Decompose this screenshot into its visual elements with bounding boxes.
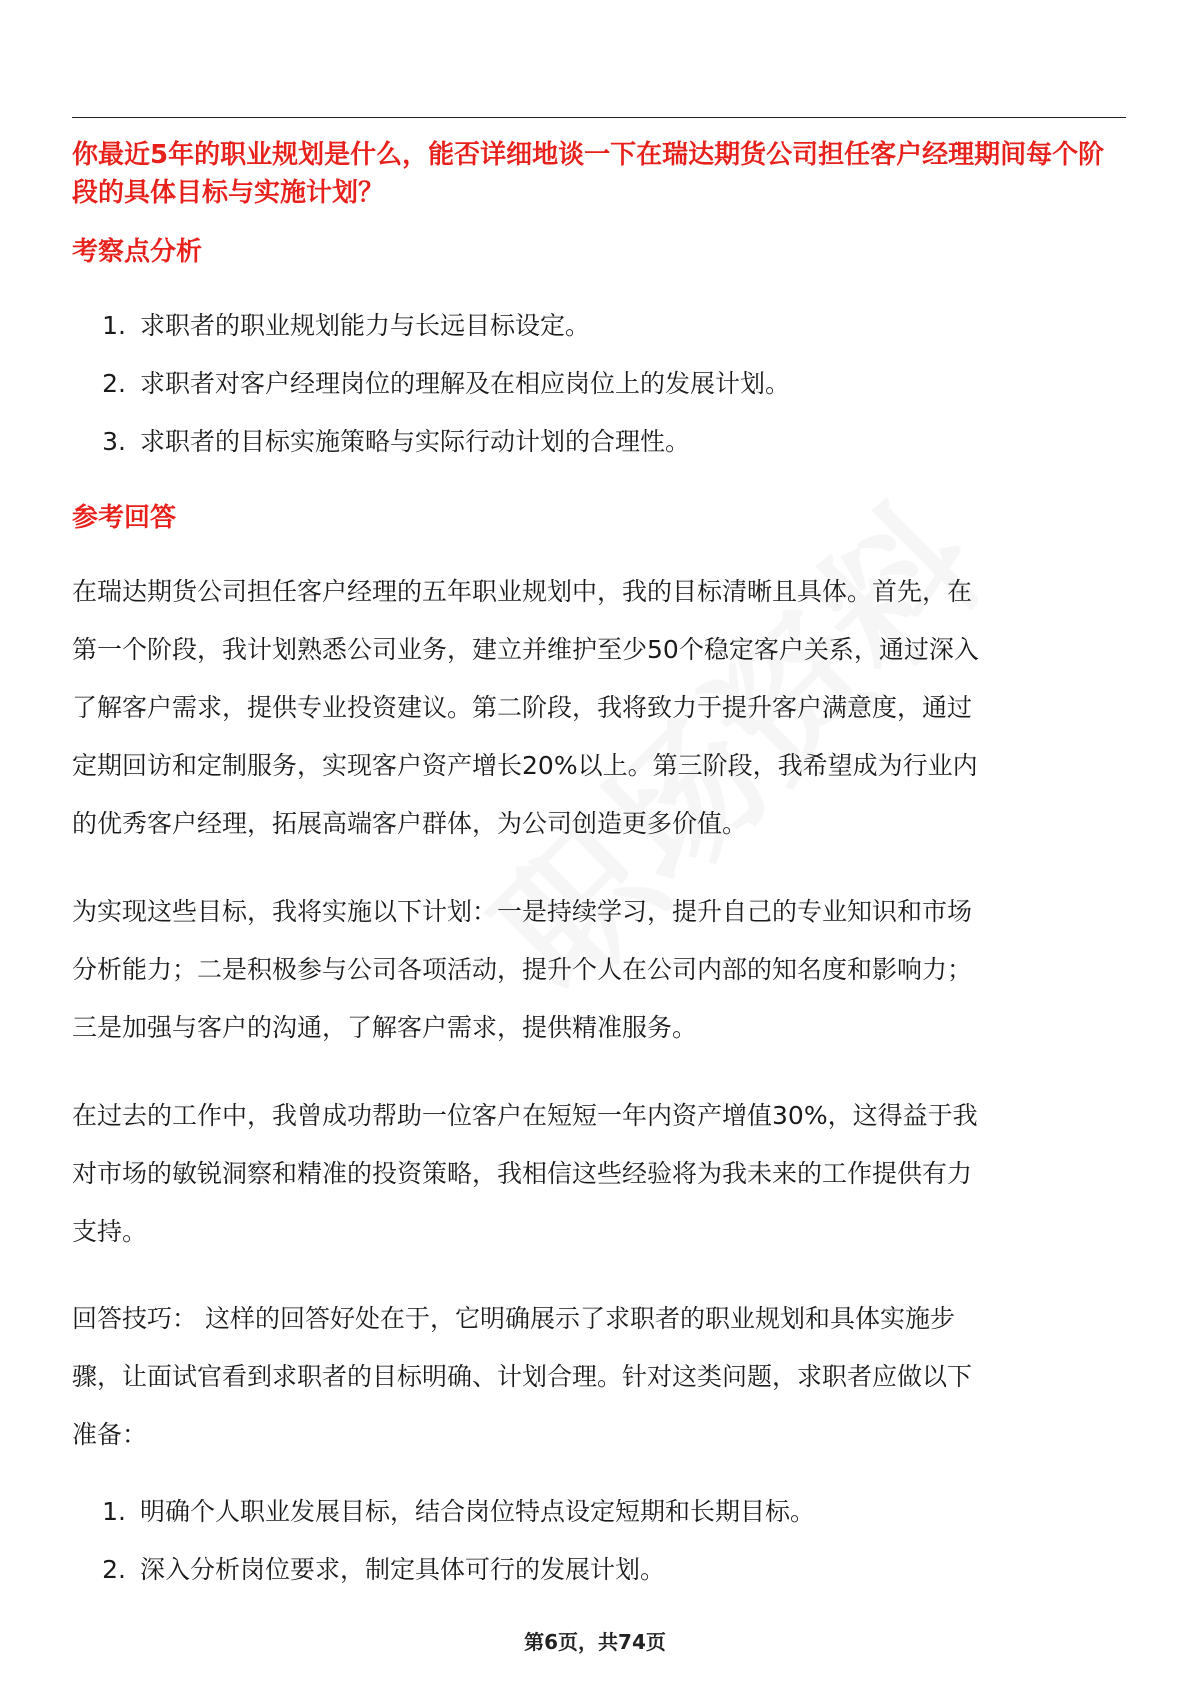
answer-title: 参考回答 <box>72 503 177 533</box>
list-item: 2. 深入分析岗位要求，制定具体可行的发展计划。 <box>102 1555 666 1584</box>
answer-tips-paragraph: 回答技巧： 这样的回答好处在于，它明确展示了求职者的职业规划和具体实施步 骤，让面试官看到求职者的目标明确、计划合理。针对这类问题，求职者应做以下 准备： <box>72 1304 973 1449</box>
answer-paragraph-1: 在瑞达期货公司担任客户经理的五年职业规划中，我的目标清晰且具体。首先，在 第一个阶段，我计划熟悉公司业务，建立并维护至少50个稳定客户关系，通过深入 了解客户需求，提供专业投资建议。第二阶段，我将致力于提升客户满意度，通过 定期回访和定制服务，实现客户资产增长20%以上。第三阶段，我希望成为行业内 的优秀客户经理，拓展高端客户群体，为公司创造更多价值。 <box>72 577 979 838</box>
analysis-title: 考察点分析 <box>72 237 203 267</box>
page-number: 第6页，共74页 <box>524 1630 666 1654</box>
answer-paragraph-2: 为实现这些目标，我将实施以下计划：一是持续学习，提升自己的专业知识和市场 分析能力；二是积极参与公司各项活动，提升个人在公司内部的知名度和影响力； 三是加强与客户的沟通，了解客户需求，提供精准服务。 <box>72 897 973 1042</box>
list-item: 2. 求职者对客户经理岗位的理解及在相应岗位上的发展计划。 <box>102 369 791 398</box>
analysis-list <box>72 297 1122 471</box>
tips-list <box>72 1483 1122 1599</box>
list-item: 1. 明确个人职业发展目标，结合岗位特点设定短期和长期目标。 <box>102 1497 816 1526</box>
question-heading: 你最近5年的职业规划是什么，能否详细地谈一下在瑞达期货公司担任客户经理期间每个阶段的具体目标与实施计划？ <box>72 140 1105 208</box>
answer-paragraph-3: 在过去的工作中，我曾成功帮助一位客户在短短一年内资产增值30%，这得益于我 对市场的敏锐洞察和精准的投资策略，我相信这些经验将为我未来的工作提供有力 支持。 <box>72 1101 978 1246</box>
list-item: 3. 求职者的目标实施策略与实际行动计划的合理性。 <box>102 427 691 456</box>
list-item: 1. 求职者的职业规划能力与长远目标设定。 <box>102 311 591 340</box>
top-divider <box>72 117 1126 118</box>
